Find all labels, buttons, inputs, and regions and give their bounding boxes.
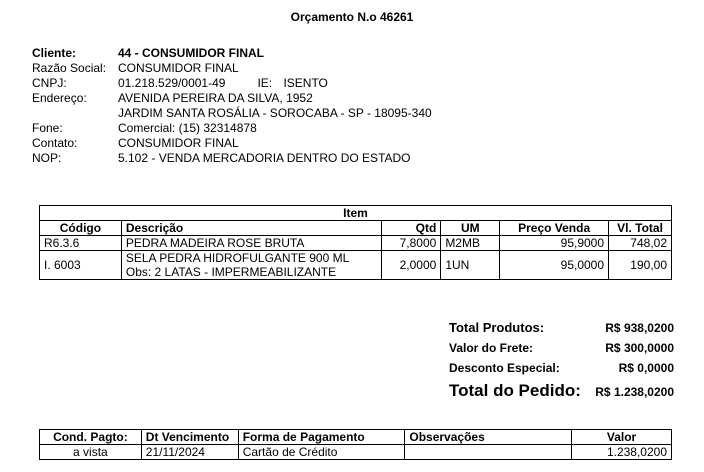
- total-pedido-row: [449, 375, 674, 401]
- valor-frete-row: [449, 335, 674, 355]
- col-header-obs: Observações: [405, 430, 572, 445]
- endereco-line2: JARDIM SANTA ROSÁLIA - SOROCABA - SP - 18095-340: [118, 106, 432, 120]
- table-row: [40, 251, 672, 280]
- ie-label: IE:: [257, 76, 273, 90]
- items-table: [39, 205, 672, 280]
- razao-social-label: Razão Social:: [32, 61, 107, 75]
- col-header-forma: Forma de Pagamento: [238, 430, 405, 445]
- total-pedido-label: Total do Pedido:: [449, 381, 581, 400]
- cnpj-label: CNPJ:: [32, 76, 67, 90]
- contato-row: [32, 136, 432, 151]
- nop-label: NOP:: [32, 151, 62, 165]
- payment-venc: 21/11/2024: [141, 445, 238, 460]
- endereco-line1: AVENIDA PEREIRA DA SILVA, 1952: [118, 91, 313, 105]
- payment-header-row: [40, 430, 672, 445]
- fone-value: Comercial: (15) 32314878: [118, 121, 257, 135]
- cnpj-row: [32, 76, 432, 91]
- client-info: [32, 46, 432, 166]
- item-qtd: 2,0000: [382, 251, 441, 280]
- item-descricao-cell: [121, 251, 382, 280]
- col-header-um: UM: [441, 221, 500, 236]
- payment-forma: Cartão de Crédito: [238, 445, 405, 460]
- desconto-row: [449, 355, 674, 375]
- col-header-qtd: Qtd: [382, 221, 441, 236]
- client-value: 44 - CONSUMIDOR FINAL: [118, 46, 265, 60]
- document-title: Orçamento N.o 46261: [290, 10, 414, 24]
- item-descricao: SELA PEDRA HIDROFULGANTE 900 ML: [125, 251, 350, 265]
- item-total: 190,00: [609, 251, 672, 280]
- item-total: 748,02: [609, 236, 672, 251]
- payment-obs: [405, 445, 572, 460]
- items-caption: Item: [40, 206, 672, 221]
- item-preco: 95,9000: [500, 236, 609, 251]
- payment-table: [39, 429, 672, 460]
- contato-label: Contato:: [32, 136, 78, 150]
- table-row: [40, 445, 672, 460]
- item-um: M2MB: [441, 236, 500, 251]
- table-row: [40, 236, 672, 251]
- item-descricao: PEDRA MADEIRA ROSE BRUTA: [121, 236, 382, 251]
- fone-row: [32, 121, 432, 136]
- items-caption-row: [40, 206, 672, 221]
- nop-value: 5.102 - VENDA MERCADORIA DENTRO DO ESTADO: [118, 151, 411, 165]
- endereco-row: [32, 91, 432, 106]
- desconto-value: R$ 0,0000: [618, 361, 674, 375]
- item-obs: Obs: 2 LATAS - IMPERMEABILIZANTE: [125, 265, 337, 279]
- item-codigo: I. 6003: [40, 251, 122, 280]
- total-produtos-row: [449, 315, 674, 335]
- ie-value: ISENTO: [283, 76, 328, 90]
- item-qtd: 7,8000: [382, 236, 441, 251]
- endereco-spacer: [32, 106, 118, 121]
- fone-label: Fone:: [32, 121, 63, 135]
- items-header-row: [40, 221, 672, 236]
- nop-row: [32, 151, 432, 166]
- item-codigo: R6.3.6: [40, 236, 122, 251]
- valor-frete-label: Valor do Frete:: [449, 341, 534, 355]
- payment-valor: 1.238,0200: [572, 445, 672, 460]
- col-header-preco: Preço Venda: [500, 221, 609, 236]
- total-produtos-label: Total Produtos:: [449, 320, 545, 335]
- col-header-codigo: Código: [40, 221, 122, 236]
- item-preco: 95,0000: [500, 251, 609, 280]
- endereco-label: Endereço:: [32, 91, 87, 105]
- col-header-venc: Dt Vencimento: [141, 430, 238, 445]
- client-label: Cliente:: [32, 46, 77, 60]
- col-header-descricao: Descrição: [121, 221, 382, 236]
- col-header-cond: Cond. Pagto:: [40, 430, 142, 445]
- contato-value: CONSUMIDOR FINAL: [118, 136, 239, 150]
- razao-social-value: CONSUMIDOR FINAL: [118, 61, 239, 75]
- cnpj-value: 01.218.529/0001-49: [118, 76, 226, 90]
- col-header-valor: Valor: [572, 430, 672, 445]
- payment-cond: a vista: [40, 445, 142, 460]
- valor-frete-value: R$ 300,0000: [605, 341, 674, 355]
- client-row: [32, 46, 432, 61]
- endereco-row-2: [32, 106, 432, 121]
- total-pedido-value: R$ 1.238,0200: [595, 385, 674, 399]
- col-header-total: Vl. Total: [609, 221, 672, 236]
- razao-social-row: [32, 61, 432, 76]
- item-um: 1UN: [441, 251, 500, 280]
- total-produtos-value: R$ 938,0200: [605, 321, 674, 335]
- desconto-label: Desconto Especial:: [449, 361, 560, 375]
- totals-section: [449, 315, 674, 401]
